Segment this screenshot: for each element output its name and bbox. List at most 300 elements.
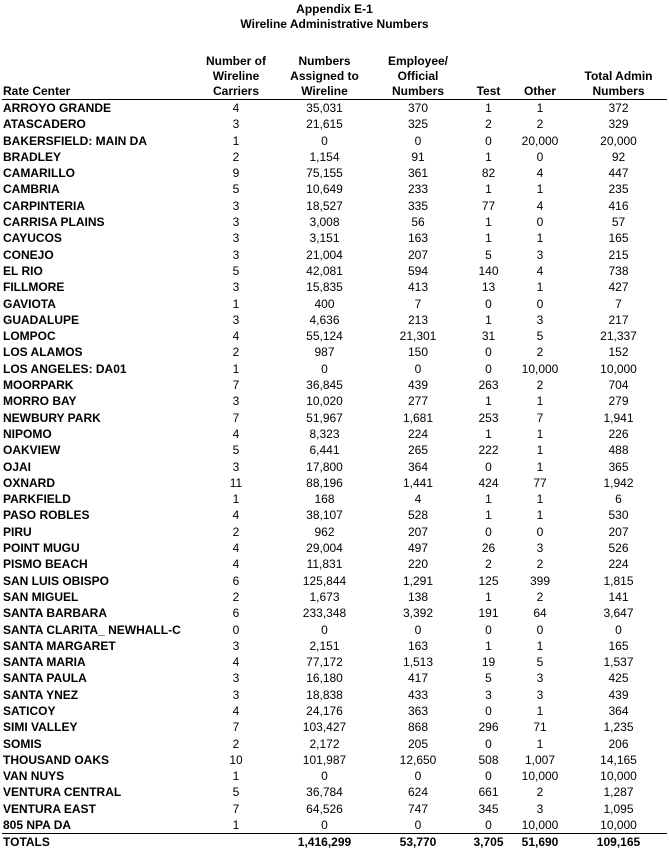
carriers-cell: 1 [232,133,240,148]
total-cell: 3,647 [603,606,634,621]
test-cell: 140 [478,263,499,278]
total-cell: 1,537 [603,655,634,670]
table-row [2,589,667,605]
assigned-cell: 987 [314,345,335,360]
test-cell: 13 [481,280,496,295]
table-row [2,784,667,800]
employee-cell: 207 [407,524,429,539]
other-cell: 77 [533,475,547,490]
assigned-cell: 75,155 [306,166,343,181]
rate-center-cell: LOS ALAMOS [3,345,83,360]
employee-cell: 325 [407,117,429,132]
header-line: Wireline [212,69,260,83]
rate-center-cell: CAYUCOS [3,231,62,246]
carriers-cell: 5 [232,785,240,800]
employee-cell: 163 [407,231,429,246]
table-row [2,556,667,572]
assigned-cell: 0 [321,769,328,784]
test-cell: 0 [485,818,492,833]
total-cell: 425 [608,671,629,686]
rate-center-cell: NIPOMO [3,426,52,441]
employee-cell: 417 [407,671,429,686]
employee-cell: 12,650 [399,752,437,767]
carriers-cell: 2 [232,736,240,751]
employee-cell: 21,301 [399,329,437,344]
total-cell: 1,095 [603,801,634,816]
test-cell: 0 [485,361,492,376]
other-cell: 71 [533,720,547,735]
assigned-cell: 16,180 [306,671,343,686]
rate-center-cell: GUADALUPE [3,312,80,327]
carriers-cell: 3 [232,198,240,213]
totals-employee: 53,770 [369,834,467,851]
rate-center-cell: VAN NUYS [3,769,65,784]
carriers-cell: 3 [232,117,240,132]
employee-cell: 497 [407,541,429,556]
totals-label: TOTALS [2,834,192,851]
total-cell: 57 [611,215,626,230]
table-body [2,100,667,834]
carriers-cell: 3 [232,638,240,653]
rate-center-cell: OXNARD [3,475,56,490]
table-row [2,165,667,181]
total-cell: 10,000 [600,769,637,784]
other-cell: 2 [536,785,544,800]
other-cell: 1 [536,703,544,718]
table-row [2,703,667,719]
test-cell: 1 [485,312,492,327]
other-cell: 5 [536,655,544,670]
test-cell: 508 [478,752,499,767]
rate-center-cell: THOUSAND OAKS [3,752,110,767]
test-cell: 1 [485,149,492,164]
assigned-cell: 18,838 [306,687,343,702]
table-row [2,296,667,312]
assigned-cell: 42,081 [306,263,343,278]
carriers-cell: 2 [232,345,240,360]
other-cell: 64 [533,606,547,621]
total-cell: 224 [608,557,629,572]
totals-other: 51,690 [510,834,570,851]
test-cell: 0 [485,459,492,474]
employee-cell: 1,681 [402,410,434,425]
other-cell: 2 [536,378,544,393]
carriers-cell: 4 [232,541,240,556]
assigned-cell: 233,348 [302,606,347,621]
assigned-cell: 10,020 [306,394,343,409]
employee-cell: 1,441 [402,475,434,490]
rate-center-cell: ARROYO GRANDE [3,101,112,115]
test-cell: 0 [485,703,492,718]
rate-center-cell: PASO ROBLES [3,508,90,523]
total-cell: 526 [608,541,629,556]
test-cell: 661 [478,785,499,800]
carriers-cell: 4 [232,508,240,523]
other-cell: 10,000 [521,361,559,376]
table-row [2,736,667,752]
assigned-cell: 3,151 [309,231,340,246]
rate-center-cell: PIRU [3,524,32,539]
document-title: Appendix E-1 [296,2,373,16]
rate-center-cell: PISMO BEACH [3,557,88,572]
employee-cell: 233 [407,182,429,197]
employee-cell: 0 [414,133,422,148]
table-row [2,622,667,638]
employee-cell: 370 [407,101,429,115]
employee-cell: 413 [407,280,429,295]
header-line: Carriers [212,84,260,98]
carriers-cell: 4 [232,426,240,441]
rate-center-cell: POINT MUGU [3,541,80,556]
carriers-cell: 1 [232,818,240,833]
carriers-cell: 6 [232,606,240,621]
total-cell: 329 [608,117,629,132]
column-header-carriers [192,52,280,100]
test-cell: 5 [485,671,492,686]
header-line: Number of [206,54,266,68]
totals-row [2,834,667,851]
table-row [2,687,667,703]
carriers-cell: 6 [232,573,240,588]
column-header-total [570,52,667,100]
other-cell: 3 [536,312,544,327]
assigned-cell: 88,196 [306,475,343,490]
table-row [2,524,667,540]
test-cell: 31 [481,329,496,344]
test-cell: 5 [485,247,492,262]
admin-numbers-table [2,52,667,851]
test-cell: 77 [481,198,496,213]
assigned-cell: 29,004 [306,541,343,556]
other-cell: 2 [536,345,544,360]
total-cell: 165 [608,231,629,246]
employee-cell: 265 [407,443,429,458]
table-row [2,752,667,768]
other-cell: 1 [536,492,544,507]
other-cell: 0 [536,296,544,311]
table-row [2,426,667,442]
rate-center-cell: VENTURA EAST [3,801,96,816]
carriers-cell: 3 [232,312,240,327]
test-cell: 296 [478,720,499,735]
header-line: Total Admin [584,69,653,83]
total-cell: 1,941 [603,410,634,425]
table-row [2,312,667,328]
assigned-cell: 21,004 [306,247,343,262]
test-cell: 26 [481,541,496,556]
employee-cell: 1,291 [402,573,434,588]
employee-cell: 220 [407,557,429,572]
carriers-cell: 5 [232,263,240,278]
test-cell: 1 [485,426,492,441]
totals-total: 109,165 [570,834,667,851]
employee-cell: 91 [411,149,425,164]
rate-center-cell: SATICOY [3,703,56,718]
carriers-cell: 5 [232,182,240,197]
carriers-cell: 1 [232,769,240,784]
employee-cell: 0 [414,769,422,784]
assigned-cell: 2,172 [309,736,340,751]
test-cell: 0 [485,345,492,360]
other-cell: 5 [536,329,544,344]
rate-center-cell: MOORPARK [3,378,74,393]
carriers-cell: 7 [232,410,240,425]
other-cell: 1 [536,638,544,653]
carriers-cell: 3 [232,231,240,246]
assigned-cell: 0 [321,361,328,376]
rate-center-cell: BAKERSFIELD: MAIN DA [3,133,147,148]
assigned-cell: 3,008 [309,215,340,230]
total-cell: 152 [608,345,629,360]
other-cell: 3 [536,687,544,702]
rate-center-cell: SIMI VALLEY [3,720,78,735]
other-cell: 2 [536,557,544,572]
carriers-cell: 7 [232,378,240,393]
table-row [2,719,667,735]
table-row [2,263,667,279]
other-cell: 2 [536,589,544,604]
total-cell: 235 [608,182,629,197]
rate-center-cell: SANTA MARGARET [3,638,116,653]
rate-center-cell: SANTA CLARITA_ NEWHALL-C [3,622,181,637]
employee-cell: 150 [407,345,429,360]
carriers-cell: 2 [232,589,240,604]
assigned-cell: 400 [314,296,335,311]
other-cell: 20,000 [521,133,559,148]
total-cell: 1,235 [603,720,634,735]
table-row [2,638,667,654]
carriers-cell: 4 [232,329,240,344]
other-cell: 2 [536,117,544,132]
assigned-cell: 64,526 [306,801,343,816]
employee-cell: 1,513 [402,655,434,670]
assigned-cell: 103,427 [302,720,347,735]
rate-center-cell: SANTA YNEZ [3,687,79,702]
test-cell: 2 [485,557,492,572]
test-cell: 82 [481,166,496,181]
assigned-cell: 36,784 [306,785,343,800]
assigned-cell: 0 [321,133,328,148]
total-cell: 6 [615,492,622,507]
total-cell: 21,337 [600,329,637,344]
header-line: Employee/ [387,54,449,68]
total-cell: 447 [608,166,629,181]
total-cell: 226 [608,426,629,441]
other-cell: 0 [536,215,544,230]
table-row [2,817,667,834]
assigned-cell: 36,845 [306,378,343,393]
test-cell: 2 [485,117,492,132]
table-row [2,475,667,491]
total-cell: 207 [608,524,629,539]
employee-cell: 363 [407,703,429,718]
employee-cell: 4 [414,492,422,507]
assigned-cell: 8,323 [309,426,340,441]
carriers-cell: 2 [232,524,240,539]
rate-center-cell: MORRO BAY [3,394,77,409]
table-row [2,507,667,523]
total-cell: 488 [608,443,629,458]
carriers-cell: 1 [232,296,240,311]
test-cell: 1 [485,182,492,197]
test-cell: 0 [485,296,492,311]
column-header-test: Test [467,52,510,100]
test-cell: 3 [485,687,492,702]
other-cell: 1 [536,443,544,458]
table-row [2,491,667,507]
total-cell: 427 [608,280,629,295]
total-cell: 1,287 [603,785,634,800]
header-line: Numbers [391,84,444,98]
rate-center-cell: GAVIOTA [3,296,56,311]
carriers-cell: 4 [232,655,240,670]
total-cell: 217 [608,312,629,327]
employee-cell: 277 [407,394,429,409]
total-cell: 0 [615,622,622,637]
other-cell: 399 [529,573,551,588]
carriers-cell: 1 [232,492,240,507]
total-cell: 416 [608,198,629,213]
assigned-cell: 101,987 [302,752,347,767]
assigned-cell: 125,844 [302,573,347,588]
carriers-cell: 2 [232,149,240,164]
rate-center-cell: CAMBRIA [3,182,60,197]
totals-test: 3,705 [467,834,510,851]
other-cell: 1 [536,231,544,246]
test-cell: 1 [485,231,492,246]
assigned-cell: 0 [321,622,328,637]
rate-center-cell: BRADLEY [3,149,62,164]
other-cell: 10,000 [521,818,559,833]
other-cell: 3 [536,541,544,556]
employee-cell: 207 [407,247,429,262]
test-cell: 1 [485,508,492,523]
test-cell: 1 [485,638,492,653]
table-row [2,605,667,621]
carriers-cell: 1 [232,361,240,376]
other-cell: 4 [536,198,544,213]
assigned-cell: 51,967 [306,410,343,425]
table-row [2,670,667,686]
carriers-cell: 10 [229,752,243,767]
table-row [2,279,667,295]
table-row [2,410,667,426]
table-row [2,361,667,377]
rate-center-cell: SANTA MARIA [3,655,86,670]
table-row [2,377,667,393]
total-cell: 704 [608,378,629,393]
other-cell: 3 [536,247,544,262]
carriers-cell: 7 [232,801,240,816]
carriers-cell: 11 [229,475,243,490]
table-row [2,247,667,263]
total-cell: 165 [608,638,629,653]
total-cell: 1,942 [603,475,634,490]
test-cell: 0 [485,736,492,751]
total-cell: 92 [611,149,626,164]
rate-center-cell: OAKVIEW [3,443,61,458]
rate-center-cell: ATASCADERO [3,117,86,132]
table-row [2,100,667,117]
employee-cell: 594 [407,263,429,278]
rate-center-cell: CONEJO [3,247,54,262]
other-cell: 1 [536,736,544,751]
total-cell: 215 [608,247,629,262]
table-row [2,393,667,409]
table-header-row [2,52,667,100]
totals-carriers [192,834,280,851]
assigned-cell: 35,031 [306,101,343,115]
employee-cell: 0 [414,361,422,376]
table-row [2,768,667,784]
carriers-cell: 4 [232,703,240,718]
rate-center-cell: 805 NPA DA [3,818,72,833]
employee-cell: 163 [407,638,429,653]
carriers-cell: 3 [232,280,240,295]
table-row [2,344,667,360]
total-cell: 7 [615,296,622,311]
column-header-other: Other [510,52,570,100]
other-cell: 1,007 [524,752,556,767]
other-cell: 3 [536,801,544,816]
employee-cell: 364 [407,459,429,474]
total-cell: 206 [608,736,629,751]
test-cell: 263 [478,378,499,393]
other-cell: 3 [536,671,544,686]
test-cell: 1 [485,492,492,507]
employee-cell: 433 [407,687,429,702]
rate-center-cell: EL RIO [3,263,43,278]
total-cell: 372 [608,101,629,115]
test-cell: 0 [485,622,492,637]
assigned-cell: 1,673 [309,589,340,604]
carriers-cell: 3 [232,459,240,474]
total-cell: 530 [608,508,629,523]
employee-cell: 213 [407,312,429,327]
test-cell: 1 [485,589,492,604]
other-cell: 0 [536,524,544,539]
test-cell: 0 [485,133,492,148]
header-line: Numbers [298,54,351,68]
other-cell: 0 [536,622,544,637]
assigned-cell: 2,151 [309,638,340,653]
employee-cell: 56 [411,215,425,230]
employee-cell: 439 [407,378,429,393]
other-cell: 7 [536,410,544,425]
assigned-cell: 17,800 [306,459,343,474]
rate-center-cell: SANTA BARBARA [3,606,107,621]
carriers-cell: 3 [232,215,240,230]
other-cell: 1 [536,280,544,295]
other-cell: 10,000 [521,769,559,784]
header-line: Wireline [301,84,348,98]
test-cell: 19 [481,655,496,670]
test-cell: 1 [485,394,492,409]
table-row [2,328,667,344]
carriers-cell: 3 [232,247,240,262]
other-cell: 4 [536,166,544,181]
rate-center-cell: PARKFIELD [3,492,71,507]
rate-center-cell: LOMPOC [3,329,56,344]
employee-cell: 7 [414,296,422,311]
rate-center-cell: SAN LUIS OBISPO [3,573,110,588]
employee-cell: 0 [414,818,422,833]
assigned-cell: 1,154 [309,149,340,164]
rate-center-cell: CARRISA PLAINS [3,215,105,230]
test-cell: 0 [485,769,492,784]
rate-center-cell: NEWBURY PARK [3,410,101,425]
table-row [2,133,667,149]
